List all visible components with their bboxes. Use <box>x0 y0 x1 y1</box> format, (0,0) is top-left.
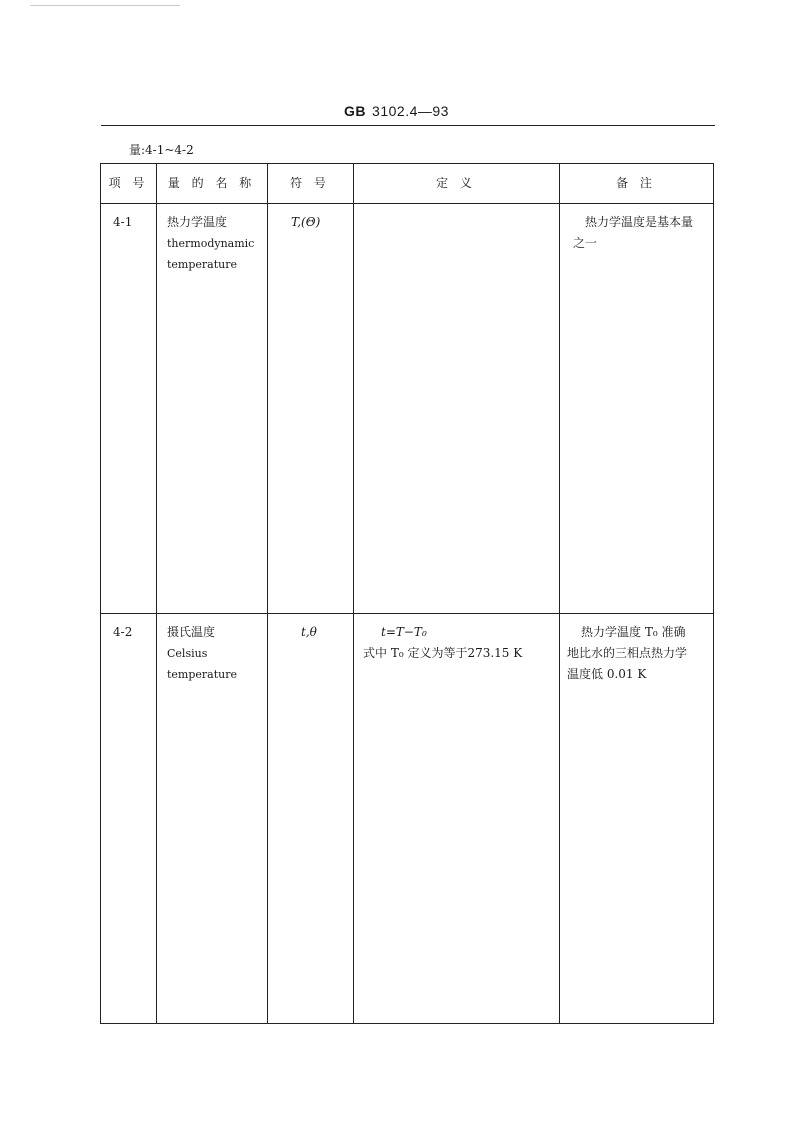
column-divider <box>267 164 268 1023</box>
row-4-2-name-zh: 摄氏温度 <box>167 625 216 639</box>
row-4-2-remarks-line2: 地比水的三相点热力学 <box>567 646 688 660</box>
column-header-symbol: 符 号 <box>290 176 330 190</box>
row-4-1-remarks-line2: 之一 <box>573 236 598 250</box>
column-header-name: 量 的 名 称 <box>167 176 256 190</box>
header-rule <box>101 125 715 126</box>
row-4-1-item: 4-1 <box>113 215 133 229</box>
column-divider <box>353 164 354 1023</box>
row-4-2-name-en-line1: Celsius <box>167 647 208 660</box>
row-4-2-definition-formula: t=T−T₀ <box>381 625 427 639</box>
row-4-1-name-en-line1: thermodynamic <box>167 237 255 250</box>
row-4-1-name-zh: 热力学温度 <box>167 215 228 229</box>
standard-prefix: GB <box>344 103 367 119</box>
column-divider <box>156 164 157 1023</box>
standard-header <box>0 103 793 119</box>
row-divider <box>101 613 713 614</box>
column-divider <box>559 164 560 1023</box>
row-4-2-symbol: t,θ <box>301 625 317 639</box>
standard-number: 3102.4—93 <box>372 103 449 119</box>
row-4-2-definition <box>363 622 559 664</box>
row-4-1-name <box>167 212 267 275</box>
row-4-2-remarks-line1: 热力学温度 T₀ 准确 <box>581 625 686 639</box>
row-4-1-remarks-line1: 热力学温度是基本量 <box>585 215 694 229</box>
row-4-1-remarks <box>573 212 713 254</box>
row-4-2-remarks <box>567 622 713 685</box>
table-caption: 量:4-1~4-2 <box>129 143 194 157</box>
row-4-1-name-en-line2: temperature <box>167 258 238 271</box>
scan-edge-line <box>30 5 180 6</box>
row-4-2-item: 4-2 <box>113 625 133 639</box>
quantities-table <box>100 163 714 1024</box>
column-header-remarks: 备 注 <box>616 176 656 190</box>
header-row-divider <box>101 203 713 204</box>
row-4-2-remarks-line3: 温度低 0.01 K <box>567 667 647 681</box>
row-4-2-name-en-line2: temperature <box>167 668 238 681</box>
row-4-1-symbol: T,(Θ) <box>291 215 321 229</box>
column-header-definition: 定 义 <box>436 176 476 190</box>
row-4-2-definition-text: 式中 T₀ 定义为等于273.15 K <box>363 646 523 660</box>
row-4-2-name <box>167 622 267 685</box>
column-header-item: 项 号 <box>108 176 149 190</box>
